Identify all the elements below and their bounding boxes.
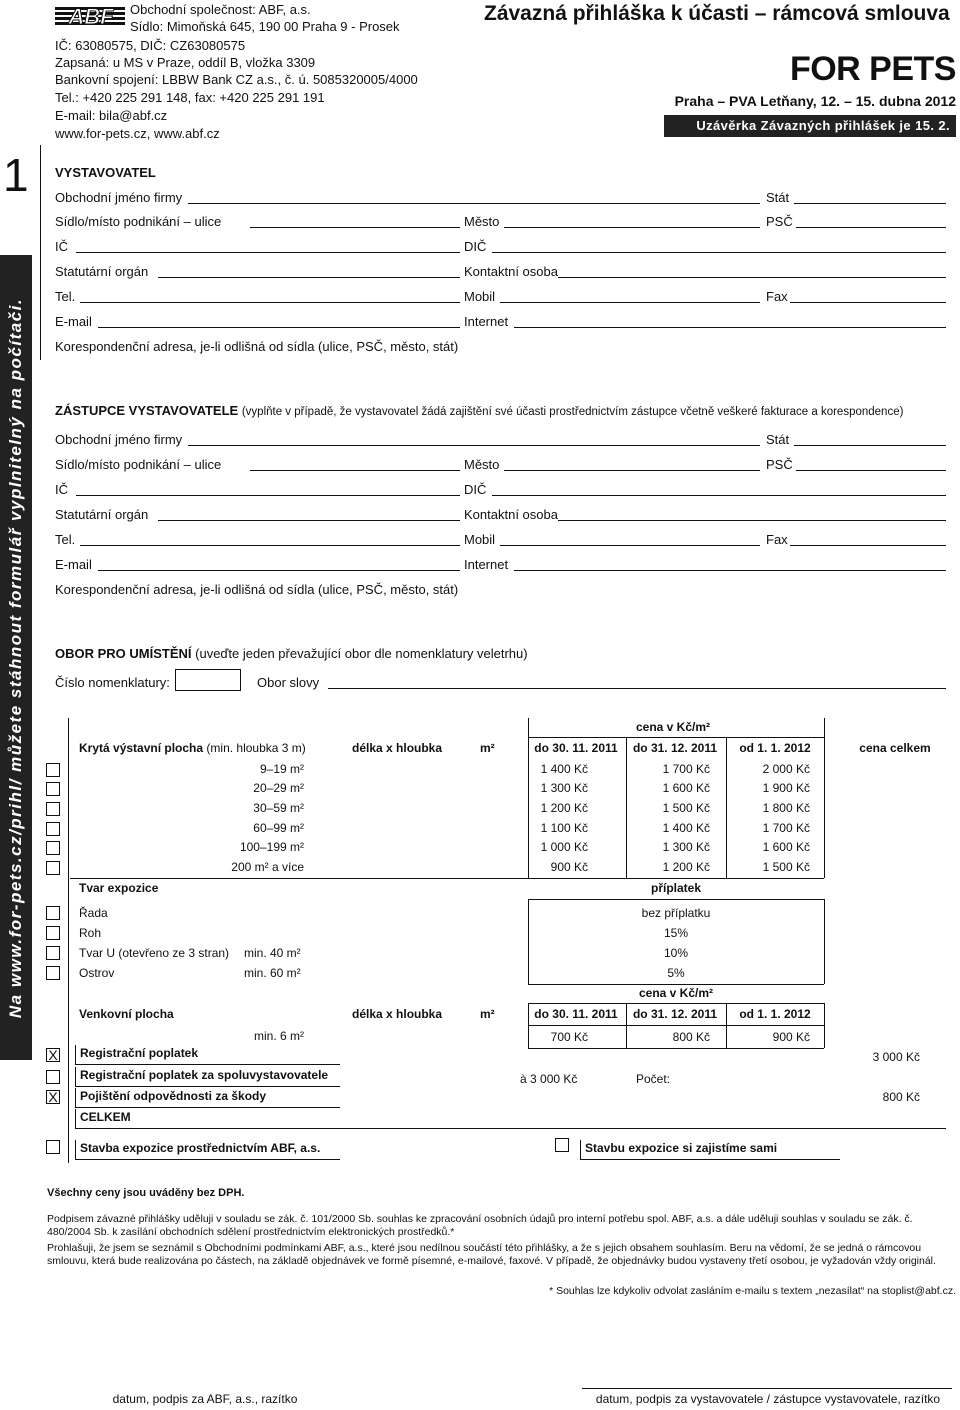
tvar-3-min: min. 40 m² bbox=[244, 946, 301, 960]
checkbox-size-1[interactable] bbox=[46, 763, 60, 777]
svg-text:ABF: ABF bbox=[68, 5, 114, 29]
obor-label-words: Obor slovy bbox=[257, 675, 320, 690]
col-total: cena celkem bbox=[859, 741, 931, 755]
size-6: 200 m² a více bbox=[231, 860, 304, 874]
vat-note: Všechny ceny jsou uváděny bez DPH. bbox=[47, 1187, 245, 1199]
exh-field-ic[interactable] bbox=[76, 252, 460, 253]
brand-logo: FOR PETS bbox=[789, 50, 956, 88]
exh-field-city[interactable] bbox=[504, 227, 760, 228]
exh-field-corr[interactable] bbox=[55, 372, 946, 373]
rep-heading-row bbox=[55, 403, 955, 420]
exh-field-dic[interactable] bbox=[492, 252, 946, 253]
grid-h-outdoor-mid bbox=[528, 1025, 824, 1026]
exh-label-corr: Korespondenční adresa, je-li odlišná od sídla (ulice, PSČ, město, stát) bbox=[55, 339, 459, 354]
checkbox-tvar-3[interactable] bbox=[46, 946, 60, 960]
tvar-2: Roh bbox=[79, 926, 102, 940]
exh-label-mobile: Mobil bbox=[464, 289, 496, 304]
page-number: 1 bbox=[3, 149, 29, 201]
tvar-3-value: 10% bbox=[663, 946, 689, 960]
exh-label-street: Sídlo/místo podnikání – ulice bbox=[55, 214, 222, 229]
reg-co-count-label: Počet: bbox=[636, 1072, 671, 1086]
rep-label-ic: IČ bbox=[55, 482, 68, 497]
rep-field-name[interactable] bbox=[188, 445, 760, 446]
rep-label-contact: Kontaktní osoba bbox=[464, 507, 558, 522]
outdoor-col-date2: do 31. 12. 2011 bbox=[632, 1007, 718, 1021]
exhibitor-heading: VYSTAVOVATEL bbox=[55, 165, 156, 180]
exh-field-fax[interactable] bbox=[790, 302, 946, 303]
price-4-c: 1 700 Kč bbox=[762, 821, 810, 835]
build-self-box bbox=[580, 1140, 840, 1160]
outdoor-price-b: 800 Kč bbox=[672, 1030, 710, 1044]
grid-v-outdoor-4 bbox=[824, 1003, 825, 1048]
col-dims: délka x hloubka bbox=[352, 741, 443, 755]
checkbox-tvar-2[interactable] bbox=[46, 926, 60, 940]
price-5-c: 1 600 Kč bbox=[762, 840, 810, 854]
size-3: 30–59 m² bbox=[253, 801, 304, 815]
rep-field-mobile[interactable] bbox=[500, 545, 760, 546]
reg-co-label: Registrační poplatek za spoluvystavovatele bbox=[80, 1068, 329, 1082]
checkbox-build-self[interactable] bbox=[555, 1138, 569, 1152]
checkbox-reg-fee[interactable]: X bbox=[46, 1048, 60, 1062]
col-date3: od 1. 1. 2012 bbox=[739, 741, 811, 755]
company-ic: IČ: 63080575, DIČ: CZ63080575 bbox=[55, 38, 246, 53]
outdoor-col-date1: do 30. 11. 2011 bbox=[534, 1007, 618, 1021]
stoplist-note: * Souhlas lze kdykoliv odvolat zasláním e-mailu s textem „nezasílat“ na stoplist@abf.cz. bbox=[549, 1285, 956, 1297]
price-5-b: 1 300 Kč bbox=[662, 840, 710, 854]
price-2-c: 1 900 Kč bbox=[762, 781, 810, 795]
price-1-a: 1 400 Kč bbox=[540, 762, 588, 776]
rep-field-street[interactable] bbox=[250, 470, 460, 471]
abf-logo bbox=[55, 5, 127, 29]
reg-co-box bbox=[75, 1067, 340, 1087]
exh-label-dic: DIČ bbox=[464, 239, 487, 254]
exh-label-statutory: Statutární orgán bbox=[55, 264, 149, 279]
outdoor-title: Venkovní plocha bbox=[79, 1007, 174, 1021]
size-5: 100–199 m² bbox=[239, 840, 304, 854]
checkbox-build-abf[interactable] bbox=[46, 1140, 60, 1154]
exh-label-email: E-mail bbox=[55, 314, 92, 329]
price-header: cena v Kč/m² bbox=[635, 720, 711, 734]
exh-field-internet[interactable] bbox=[514, 327, 946, 328]
rep-field-city[interactable] bbox=[504, 470, 760, 471]
price-3-a: 1 200 Kč bbox=[540, 801, 588, 815]
grid-h-header bbox=[528, 737, 824, 738]
price-6-a: 900 Kč bbox=[550, 860, 588, 874]
exh-field-email[interactable] bbox=[98, 327, 460, 328]
rep-label-state: Stát bbox=[766, 432, 790, 447]
checkbox-tvar-4[interactable] bbox=[46, 966, 60, 980]
sign-abf-label: datum, podpis za ABF, a.s., razítko bbox=[112, 1392, 298, 1406]
company-registry: Zapsaná: u MS v Praze, oddíl B, vložka 3309 bbox=[55, 55, 316, 70]
rep-field-contact[interactable] bbox=[558, 520, 946, 521]
total-box bbox=[75, 1109, 340, 1129]
build-abf-box bbox=[75, 1140, 340, 1160]
checkbox-size-3[interactable] bbox=[46, 802, 60, 816]
grid-v-tvar-right bbox=[824, 899, 825, 984]
rep-label-city: Město bbox=[464, 457, 500, 472]
price-4-a: 1 100 Kč bbox=[540, 821, 588, 835]
covered-title-row bbox=[79, 741, 306, 756]
rep-heading: ZÁSTUPCE VYSTAVOVATELE bbox=[55, 403, 239, 418]
side-banner-text: Na www.for-pets.cz/prihl/ můžete stáhnout formulář vyplnitelný na počítači. bbox=[6, 297, 25, 1019]
rep-label-statutory: Statutární orgán bbox=[55, 507, 149, 522]
price-1-c: 2 000 Kč bbox=[762, 762, 810, 776]
tvar-title: Tvar expozice bbox=[79, 881, 159, 895]
tvar-surcharge-header: příplatek bbox=[650, 881, 701, 895]
table-left-rule bbox=[68, 718, 69, 1163]
price-2-b: 1 600 Kč bbox=[662, 781, 710, 795]
checkbox-reg-co[interactable] bbox=[46, 1070, 60, 1084]
rep-field-email[interactable] bbox=[98, 570, 460, 571]
grid-h-outdoor-end bbox=[528, 1048, 824, 1049]
company-email: E-mail: bila@abf.cz bbox=[55, 108, 168, 123]
tvar-2-value: 15% bbox=[663, 926, 689, 940]
deadline-text: Uzávěrka Závazných přihlášek je 15. 2. 2012 bbox=[696, 118, 950, 155]
rep-field-state[interactable] bbox=[794, 445, 946, 446]
price-3-b: 1 500 Kč bbox=[662, 801, 710, 815]
col-date2: do 31. 12. 2011 bbox=[632, 741, 718, 755]
tvar-4-value: 5% bbox=[667, 966, 685, 980]
rep-label-street: Sídlo/místo podnikání – ulice bbox=[55, 457, 222, 472]
price-3-c: 1 800 Kč bbox=[762, 801, 810, 815]
outdoor-col-dims: délka x hloubka bbox=[352, 1007, 443, 1021]
price-5-a: 1 000 Kč bbox=[540, 840, 588, 854]
company-web: www.for-pets.cz, www.abf.cz bbox=[55, 126, 220, 141]
sign-exhibitor-label: datum, podpis za vystavovatele / zástupce vystavovatele, razítko bbox=[595, 1392, 941, 1406]
company-bank: Bankovní spojení: LBBW Bank CZ a.s., č. ú. 5085320005/4000 bbox=[55, 72, 418, 87]
total-line bbox=[340, 1128, 946, 1129]
grid-v-tvar-left bbox=[528, 899, 529, 984]
obor-heading-row bbox=[55, 646, 528, 662]
grid-h-outdoor-header bbox=[528, 1003, 824, 1004]
form-title: Závazná přihláška k účasti – rámcová smlouva bbox=[484, 2, 950, 25]
price-4-b: 1 400 Kč bbox=[662, 821, 710, 835]
grid-h-tvar-end bbox=[528, 984, 824, 985]
exh-label-ic: IČ bbox=[55, 239, 68, 254]
checkbox-insurance[interactable]: X bbox=[46, 1090, 60, 1104]
price-1-b: 1 700 Kč bbox=[662, 762, 710, 776]
rep-field-zip[interactable] bbox=[796, 470, 946, 471]
company-address: Sídlo: Mimoňská 645, 190 00 Praha 9 - Prosek bbox=[130, 19, 400, 34]
insurance-total: 800 Kč bbox=[882, 1090, 920, 1104]
tvar-3: Tvar U (otevřeno ze 3 stran) bbox=[79, 946, 230, 960]
insurance-box bbox=[75, 1088, 340, 1108]
gdpr-text: Podpisem závazné přihlášky uděluji v souladu se zák. č. 101/2000 Sb. souhlas ke zpracování osobních údajů pro interní potřebu spol. ABF, a.s. a dále uděluji souhlas v souladu se zák. č. 480/2004 Sb. k zasílání obchodních sdělení prostřednictvím elektronických prostředků.* bbox=[47, 1213, 913, 1238]
exh-field-contact[interactable] bbox=[558, 277, 946, 278]
covered-note: (min. hloubka 3 m) bbox=[206, 741, 306, 755]
sign-exhibitor-line[interactable] bbox=[582, 1388, 952, 1389]
exh-label-internet: Internet bbox=[464, 314, 509, 329]
exh-label-name: Obchodní jméno firmy bbox=[55, 190, 183, 205]
exh-field-name[interactable] bbox=[188, 203, 760, 204]
exh-field-state[interactable] bbox=[794, 203, 946, 204]
rep-label-dic: DIČ bbox=[464, 482, 487, 497]
rep-field-internet[interactable] bbox=[514, 570, 946, 571]
company-phone: Tel.: +420 225 291 148, fax: +420 225 291 191 bbox=[55, 90, 325, 105]
rep-label-tel: Tel. bbox=[55, 532, 76, 547]
outdoor-price-header: cena v Kč/m² bbox=[638, 986, 714, 1000]
deadline-banner bbox=[664, 115, 956, 155]
event-info: Praha – PVA Letňany, 12. – 15. dubna 2012 bbox=[674, 93, 956, 109]
tvar-4: Ostrov bbox=[79, 966, 115, 980]
obor-field-words[interactable] bbox=[328, 688, 946, 689]
price-2-a: 1 300 Kč bbox=[540, 781, 588, 795]
exh-field-street[interactable] bbox=[250, 227, 460, 228]
tvar-1-value: bez příplatku bbox=[641, 906, 711, 920]
exh-field-statutory[interactable] bbox=[158, 277, 460, 278]
rep-label-zip: PSČ bbox=[766, 457, 793, 472]
rep-label-mobile: Mobil bbox=[464, 532, 496, 547]
exh-label-state: Stát bbox=[766, 190, 790, 205]
outdoor-col-m2: m² bbox=[480, 1007, 495, 1021]
rep-label-name: Obchodní jméno firmy bbox=[55, 432, 183, 447]
exh-field-mobile[interactable] bbox=[500, 302, 760, 303]
price-6-c: 1 500 Kč bbox=[762, 860, 810, 874]
rep-field-dic[interactable] bbox=[492, 495, 946, 496]
rep-label-corr: Korespondenční adresa, je-li odlišná od sídla (ulice, PSČ, město, stát) bbox=[55, 582, 459, 597]
insurance-label: Pojištění odpovědnosti za škody bbox=[80, 1089, 267, 1103]
exh-label-fax: Fax bbox=[766, 289, 788, 304]
obor-heading: OBOR PRO UMÍSTĚNÍ bbox=[55, 646, 192, 661]
exh-field-tel[interactable] bbox=[80, 302, 460, 303]
outdoor-min: min. 6 m² bbox=[253, 1029, 304, 1043]
col-date1: do 30. 11. 2011 bbox=[534, 741, 618, 755]
tvar-1: Řada bbox=[79, 906, 108, 920]
rep-label-fax: Fax bbox=[766, 532, 788, 547]
size-4: 60–99 m² bbox=[253, 821, 304, 835]
checkbox-size-2[interactable] bbox=[46, 782, 60, 796]
rep-field-tel[interactable] bbox=[80, 545, 460, 546]
reg-co-price: à 3 000 Kč bbox=[520, 1072, 578, 1086]
total-label: CELKEM bbox=[80, 1110, 131, 1124]
exh-label-tel: Tel. bbox=[55, 289, 76, 304]
exh-label-city: Město bbox=[464, 214, 500, 229]
obor-label-number: Číslo nomenklatury: bbox=[55, 675, 170, 690]
rep-label-internet: Internet bbox=[464, 557, 509, 572]
checkbox-size-4[interactable] bbox=[46, 822, 60, 836]
exh-label-zip: PSČ bbox=[766, 214, 793, 229]
section-rule bbox=[40, 145, 41, 360]
checkbox-tvar-1[interactable] bbox=[46, 906, 60, 920]
rep-label-email: E-mail bbox=[55, 557, 92, 572]
build-self-label: Stavbu expozice si zajistíme sami bbox=[585, 1141, 778, 1155]
size-1: 9–19 m² bbox=[259, 762, 304, 776]
covered-title: Krytá výstavní plocha bbox=[79, 741, 204, 755]
checkbox-size-5[interactable] bbox=[46, 841, 60, 855]
price-6-b: 1 200 Kč bbox=[662, 860, 710, 874]
outdoor-price-a: 700 Kč bbox=[550, 1030, 588, 1044]
checkbox-size-6[interactable] bbox=[46, 861, 60, 875]
company-name: Obchodní společnost: ABF, a.s. bbox=[130, 2, 311, 17]
reg-fee-label: Registrační poplatek bbox=[80, 1046, 199, 1060]
col-m2: m² bbox=[480, 741, 495, 755]
obor-number-box[interactable] bbox=[175, 669, 241, 691]
rep-note: (vyplňte v případě, že vystavovatel žádá zajištění své účasti prostřednictvím zástupce včetně veškeré fakturace a korespondence) bbox=[241, 406, 904, 418]
rep-field-ic[interactable] bbox=[76, 495, 460, 496]
grid-h-sizes-end bbox=[528, 878, 824, 879]
grid-v4 bbox=[824, 718, 825, 878]
tvar-4-min: min. 60 m² bbox=[244, 966, 301, 980]
rep-field-statutory[interactable] bbox=[158, 520, 460, 521]
terms-text: Prohlašuji, že jsem se seznámil s Obchodními podmínkami ABF, a.s., které jsou nedílnou součástí této přihlášky, a že s jejich obsahem souhlasím. Beru na vědomí, že se jedná o rámcovou smlouvu, která bude realizována po částech, na základě objednávek ve formě písemné, e-mailové, faxové. V případě, že objednávky budou vystaveny třetí osobou, je vyžadován vždy originál. bbox=[47, 1242, 936, 1267]
reg-fee-box bbox=[75, 1045, 340, 1065]
build-abf-label: Stavba expozice prostřednictvím ABF, a.s. bbox=[80, 1141, 321, 1155]
grid-h-tvar-header bbox=[528, 899, 824, 900]
outdoor-price-c: 900 Kč bbox=[772, 1030, 810, 1044]
exh-field-zip[interactable] bbox=[796, 227, 946, 228]
size-2: 20–29 m² bbox=[253, 781, 304, 795]
exh-label-contact: Kontaktní osoba bbox=[464, 264, 558, 279]
outdoor-col-date3: od 1. 1. 2012 bbox=[739, 1007, 811, 1021]
obor-note: (uveďte jeden převažující obor dle nomenklatury veletrhu) bbox=[195, 646, 528, 661]
grid-h-tvar bbox=[70, 878, 528, 879]
rep-field-fax[interactable] bbox=[790, 545, 946, 546]
reg-fee-total: 3 000 Kč bbox=[872, 1050, 920, 1064]
